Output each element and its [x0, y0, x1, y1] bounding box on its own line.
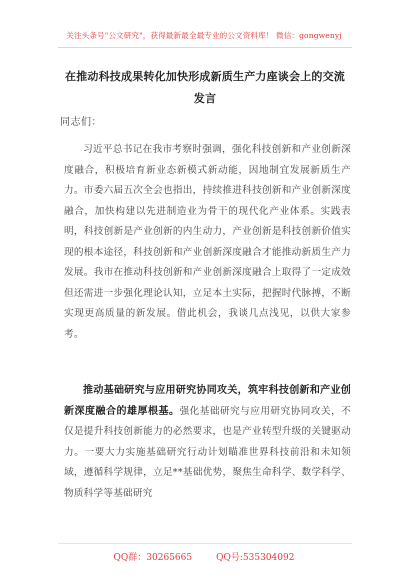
section-heading-lead: 推动基础研究与应用研究协同攻关，筑牢科技创新和产业创新深度融合的雄厚根基。 — [64, 385, 351, 417]
footer-contacts — [0, 550, 408, 563]
paragraph-section-1-text: 强化基础研究与应用研究协同攻关，不仅是提升科技创新能力的必然要求，也是产业转型升级的关键驱动力。一要大力实施基础研究行动计划瞄准世界科技前沿和未知领域，遵循科学规律，立足**基础优势，聚焦生命科学、数学科学、物质科学等基础研究 — [64, 405, 352, 499]
footer-qq-group: QQ群：30265665 — [113, 553, 193, 563]
paragraph-intro-text: 习近平总书记在我市考察时强调，强化科技创新和产业创新深度融合，积极培育新业态新模式新动能，因地制宜发展新质生产力。市委六届五次全会也指出，持续推进科技创新和产业创新深度融合，加快构建以先进制造业为骨干的现代化产业体系。实践表明，科技创新是产业创新的内生动力，产业创新是科技创新价值实现的根本途径，科技创新和产业创新深度融合才能推动新质生产力发展。我市在推动科技创新和产业创新深度融合上取得了一定成效但还需进一步强化理论认知，立足本土实际，把握时代脉搏，不断实现更高质量的新发展。借此机会，我谈几点浅见，以供大家参考。 — [64, 144, 351, 340]
footer-divider — [58, 543, 352, 544]
document-title: 在推动科技成果转化加快形成新质生产力座谈会上的交流发言 — [65, 70, 345, 105]
salutation: 同志们： — [60, 117, 102, 128]
header-banner: 关注头条号"公文研究"，获得最新最全最专业的公文资料库！ 微信：gongwenyj — [66, 31, 342, 40]
paragraph-intro — [64, 140, 351, 345]
footer-qq-number: QQ号:535304092 — [216, 553, 295, 563]
header-divider — [58, 47, 352, 48]
paragraph-section-1 — [64, 381, 351, 504]
